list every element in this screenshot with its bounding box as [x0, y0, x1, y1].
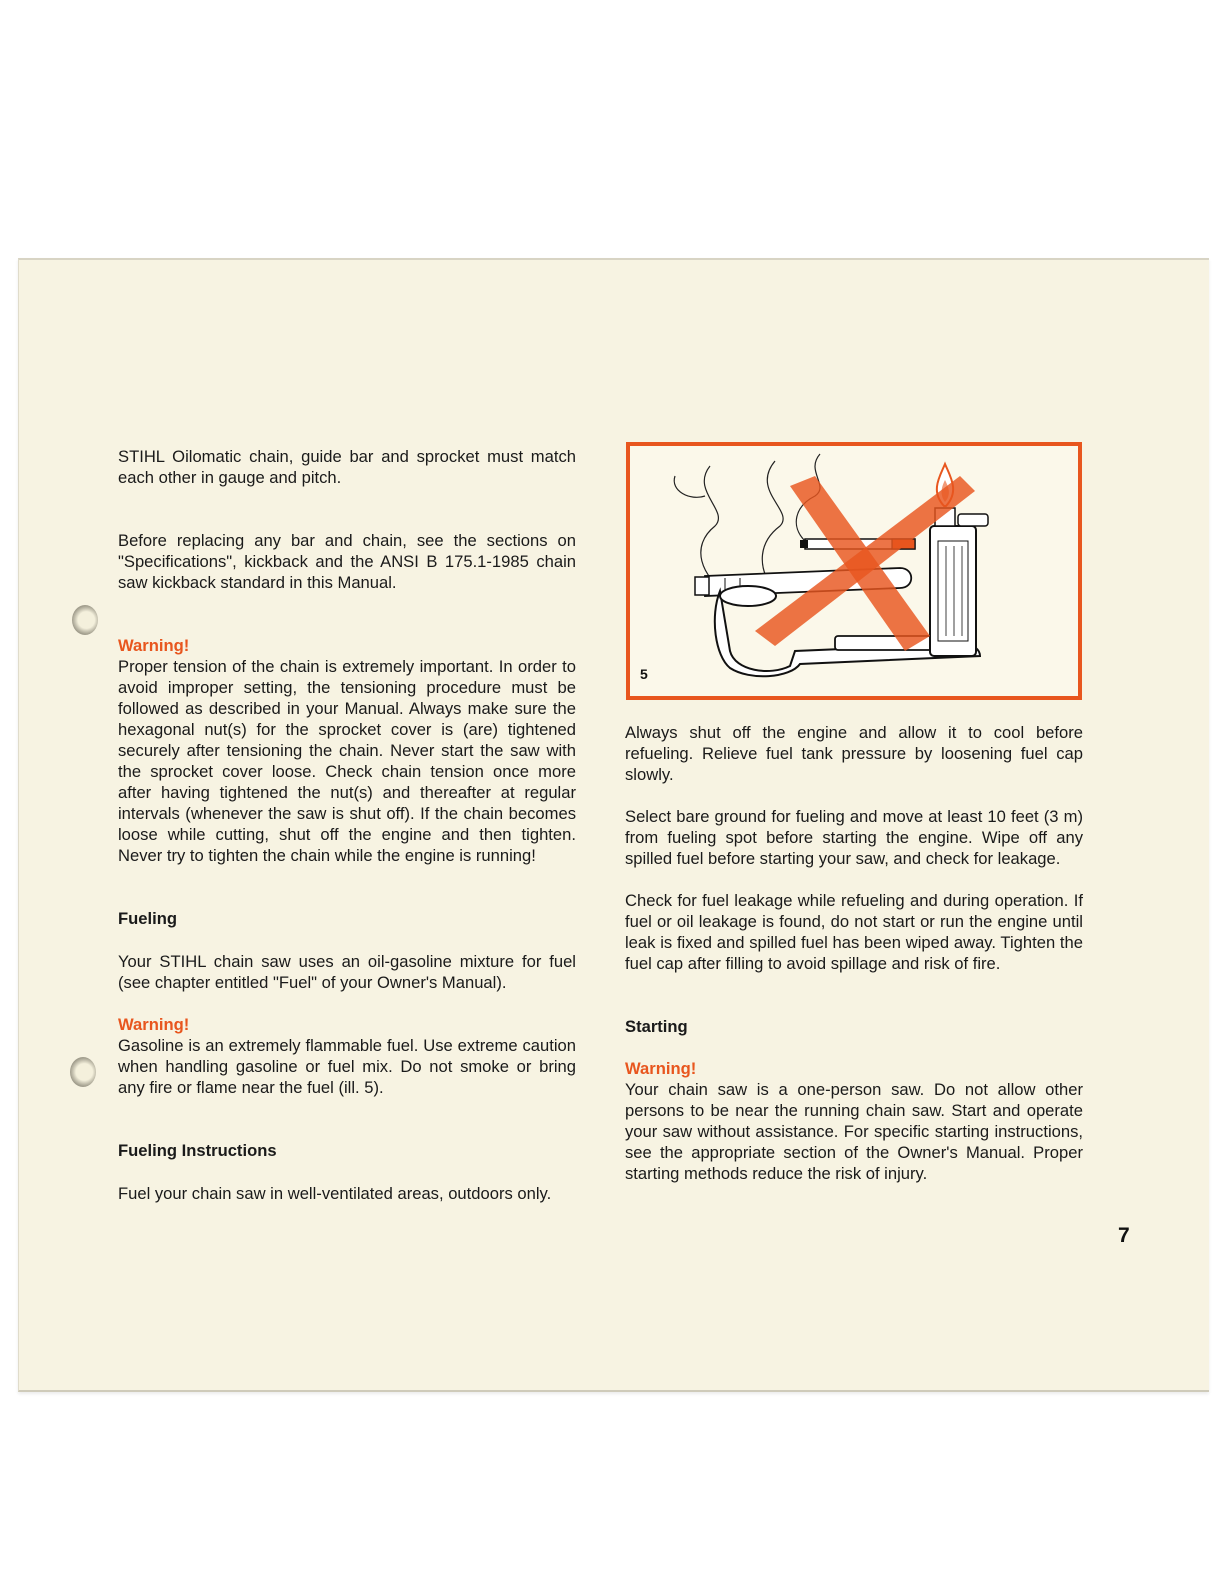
smoke-wisp-icon	[674, 476, 705, 497]
right-column	[625, 722, 1083, 1184]
fueling-instructions-heading: Fueling Instructions	[118, 1141, 277, 1160]
bare-ground-paragraph: Select bare ground for fueling and move at least 10 feet (3 m) from fueling spot before starting the engine. Wipe off any spilled fuel before starting your saw, and check for leakage.	[625, 807, 1083, 868]
binder-hole-bottom	[70, 1057, 96, 1087]
illustration-no-smoking-fire	[626, 442, 1082, 700]
binder-hole-top	[72, 605, 98, 635]
fueling-paragraph: Your STIHL chain saw uses an oil-gasoline mixture for fuel (see chapter entitled "Fuel" of your Owner's Manual).	[118, 952, 576, 992]
fuel-leakage-paragraph: Check for fuel leakage while refueling and during operation. If fuel or oil leakage is found, do not start or run the engine until leak is fixed and spilled fuel has been wiped away. Tighten the fuel cap after filling to avoid spillage and risk of fire.	[625, 891, 1083, 973]
bar-chain-match-paragraph: STIHL Oilomatic chain, guide bar and sprocket must match each other in gauge and pitch.	[118, 447, 576, 487]
chain-tension-warning	[118, 635, 576, 866]
fueling-instructions-paragraph: Fuel your chain saw in well-ventilated areas, outdoors only.	[118, 1184, 552, 1203]
replace-bar-paragraph: Before replacing any bar and chain, see the sections on "Specifications", kickback and the ANSI B 175.1-1985 chain saw kickback standard in this Manual.	[118, 531, 576, 592]
warning-label: Warning!	[118, 1015, 190, 1034]
warning-label: Warning!	[118, 636, 190, 655]
left-column	[118, 446, 576, 1204]
lighter-icon	[930, 526, 976, 656]
fueling-heading: Fueling	[118, 909, 177, 928]
warning-label: Warning!	[625, 1059, 697, 1078]
one-person-saw-warning	[625, 1058, 1083, 1184]
smoke-wisp-icon	[762, 461, 783, 591]
chain-tension-warning-text: Proper tension of the chain is extremely important. In order to avoid improper setting, the tensioning procedure must be followed as described in your Manual. Always make sure the hexagonal nut(s) for the sprocket cover is (are) tightened securely after tensioning the chain. Never start the saw with the sprocket cover loose. Check chain tension once more after having tightened the nut(s) and thereafter at regular intervals (whenever the saw is shut off). If the chain becomes loose while cutting, shut off the engine and then tighten. Never try to tighten the chain while the engine is running!	[118, 657, 576, 865]
page-number: 7	[1118, 1224, 1130, 1247]
starting-heading: Starting	[625, 1017, 688, 1036]
no-smoking-no-flame-illustration	[630, 446, 1078, 696]
gasoline-warning	[118, 1014, 576, 1098]
shut-off-engine-paragraph: Always shut off the engine and allow it to cool before refueling. Relieve fuel tank pressure by loosening fuel cap slowly.	[625, 723, 1083, 784]
figure-number: 5	[640, 666, 648, 682]
one-person-saw-warning-text: Your chain saw is a one-person saw. Do not allow other persons to be near the running chain saw. Start and operate your saw without assistance. For specific starting instructions, see the appropriate section of the Owner's Manual. Proper starting methods reduce the risk of injury.	[625, 1080, 1083, 1183]
gasoline-warning-text: Gasoline is an extremely flammable fuel. Use extreme caution when handling gasoline or fuel mix. Do not smoke or bring any fire or flame near the fuel (ill. 5).	[118, 1036, 576, 1097]
